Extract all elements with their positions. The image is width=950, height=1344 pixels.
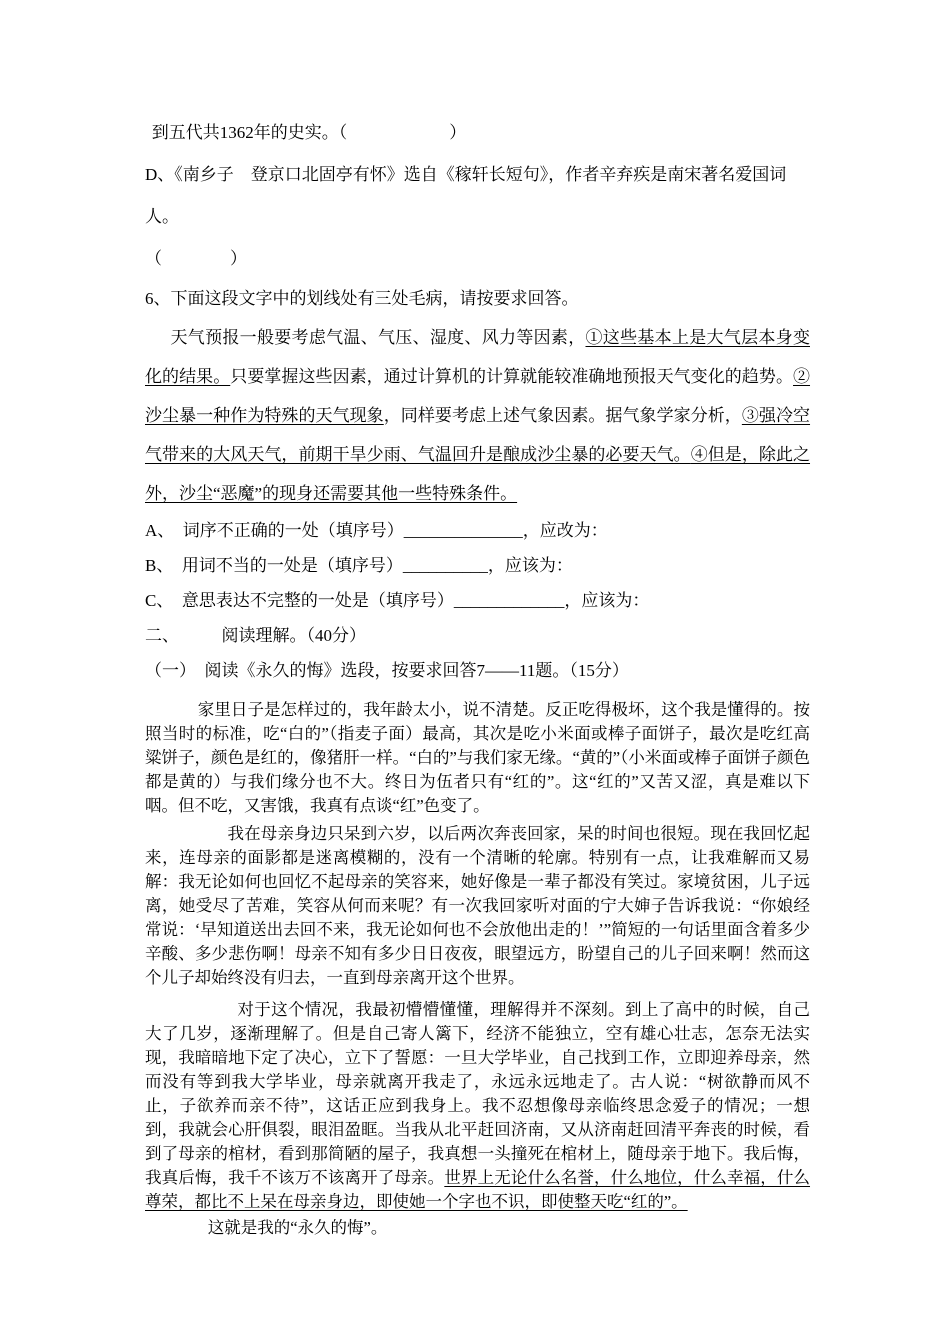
plain-text: ，同样要考虑上述气象因素。据气象学家分析， xyxy=(383,406,742,425)
section2-part1-heading: （一） 阅读《永久的悔》选段，按要求回答7——11题。（15分） xyxy=(145,661,629,680)
section2-heading: 二、 阅读理解。（40分） xyxy=(145,626,366,645)
underlined-text: ③强冷空气带来的大风天气，前期干旱少雨、气温回升是酿成沙尘暴的必要天气。 xyxy=(145,406,811,464)
underlined-text: ②沙尘暴一种作为特殊的天气现象 xyxy=(145,367,811,425)
passage-paragraph-3 xyxy=(145,998,810,1214)
passage-paragraph-1: 家里日子是怎样过的，我年龄太小，说不清楚。反正吃得极坏，这个我是懂得的。按照当时的标准，吃“白的”（指麦子面）最高，其次是吃小米面或棒子面饼子，最次是吃红高粱饼子，颜色是红的，像猪肝一样。“白的”与我们家无缘。“黄的”（小米面或棒子面饼子颜色都是黄的）与我们缘分也不大。终日为伍者只有“红的”。这“红的”又苦又涩，真是难以下咽。但不吃，又害饿，我真有点谈“红”色变了。 xyxy=(145,700,810,815)
passage-closing-line: 这就是我的“永久的悔”。 xyxy=(207,1218,388,1237)
question5-option-d: D、《南乡子 登京口北固亭有怀》选自《稼轩长短句》，作者辛弃疾是南宋著名爱国词人。 xyxy=(145,165,787,226)
plain-text: 对于这个情况，我最初懵懵懂懂，理解得并不深刻。到上了高中的时候，自己大了几岁，逐渐理解了。但是自己寄人篱下，经济不能独立，空有雄心壮志，怎奈无法实现，我暗暗地下定了决心，立下了誓愿：一旦大学毕业，自己找到工作，立即迎养母亲，然而没有等到我大学毕业，母亲就离开我走了，永远永远地走了。古人说：“树欲静而风不止，子欲养而亲不待”，这话正应到我身上。我不忍想像母亲临终思念爱子的情况；一想到，我就会心肝俱裂，眼泪盈眶。当我从北平赶回济南，又从济南赶回清平奔丧的时候，看到了母亲的棺材，看到那简陋的屋子，我真想一头撞死在棺材上，随母亲于地下。我后悔，我真后悔，我千不该万不该离开了母亲。 xyxy=(145,1000,810,1187)
question6-sub-c: C、 意思表达不完整的一处是（填序号）_____________，应该为： xyxy=(145,591,650,610)
underlined-text: ④但是，除此之外，沙尘“恶魔”的现身还需要其他一些特殊条件。 xyxy=(145,445,811,503)
question6-passage xyxy=(145,318,810,513)
underlined-text: ①这些基本上是大气层本身变化的结果。 xyxy=(145,328,810,386)
passage-paragraph-2: 我在母亲身边只呆到六岁，以后两次奔丧回家，呆的时间也很短。现在我回忆起来，连母亲的面影都是迷离模糊的，没有一个清晰的轮廓。特别有一点，让我难解而又易解：我无论如何也回忆不起母亲的笑容来，她好像是一辈子都没有笑过。家境贫困，儿子远离，她受尽了苦难，笑容从何而来呢？有一次我回家听对面的宁大婶子告诉我说：“你娘经常说：‘早知道送出去回不来，我无论如何也不会放他出走的！’”简短的一句话里面含着多少辛酸、多少悲伤啊！母亲不知有多少日日夜夜，眼望远方，盼望自己的儿子回来啊！然而这个儿子却始终没有归去，一直到母亲离开这个世界。 xyxy=(145,824,810,987)
plain-text: 只要掌握这些因素，通过计算机的计算就能较准确地预报天气变化的趋势。 xyxy=(230,367,794,386)
question5-option-d-answer-blank: （ ） xyxy=(145,249,247,268)
reading-passage xyxy=(145,698,810,1240)
question6-sub-b: B、 用词不当的一处是（填序号）__________，应该为： xyxy=(145,556,573,575)
underlined-text: 世界上无论什么名誉，什么地位，什么幸福，什么尊荣，都比不上呆在母亲身边，即使她一个字也不识，即使整天吃“红的”。 xyxy=(145,1168,811,1211)
question6-prompt: 6、下面这段文字中的划线处有三处毛病，请按要求回答。 xyxy=(145,289,579,308)
question6-sub-a: A、 词序不正确的一处（填序号）______________，应改为： xyxy=(145,521,608,540)
question5-option-c-tail: 到五代共1362年的史实。（ ） xyxy=(151,123,467,142)
plain-text: 天气预报一般要考虑气温、气压、湿度、风力等因素， xyxy=(170,328,586,347)
